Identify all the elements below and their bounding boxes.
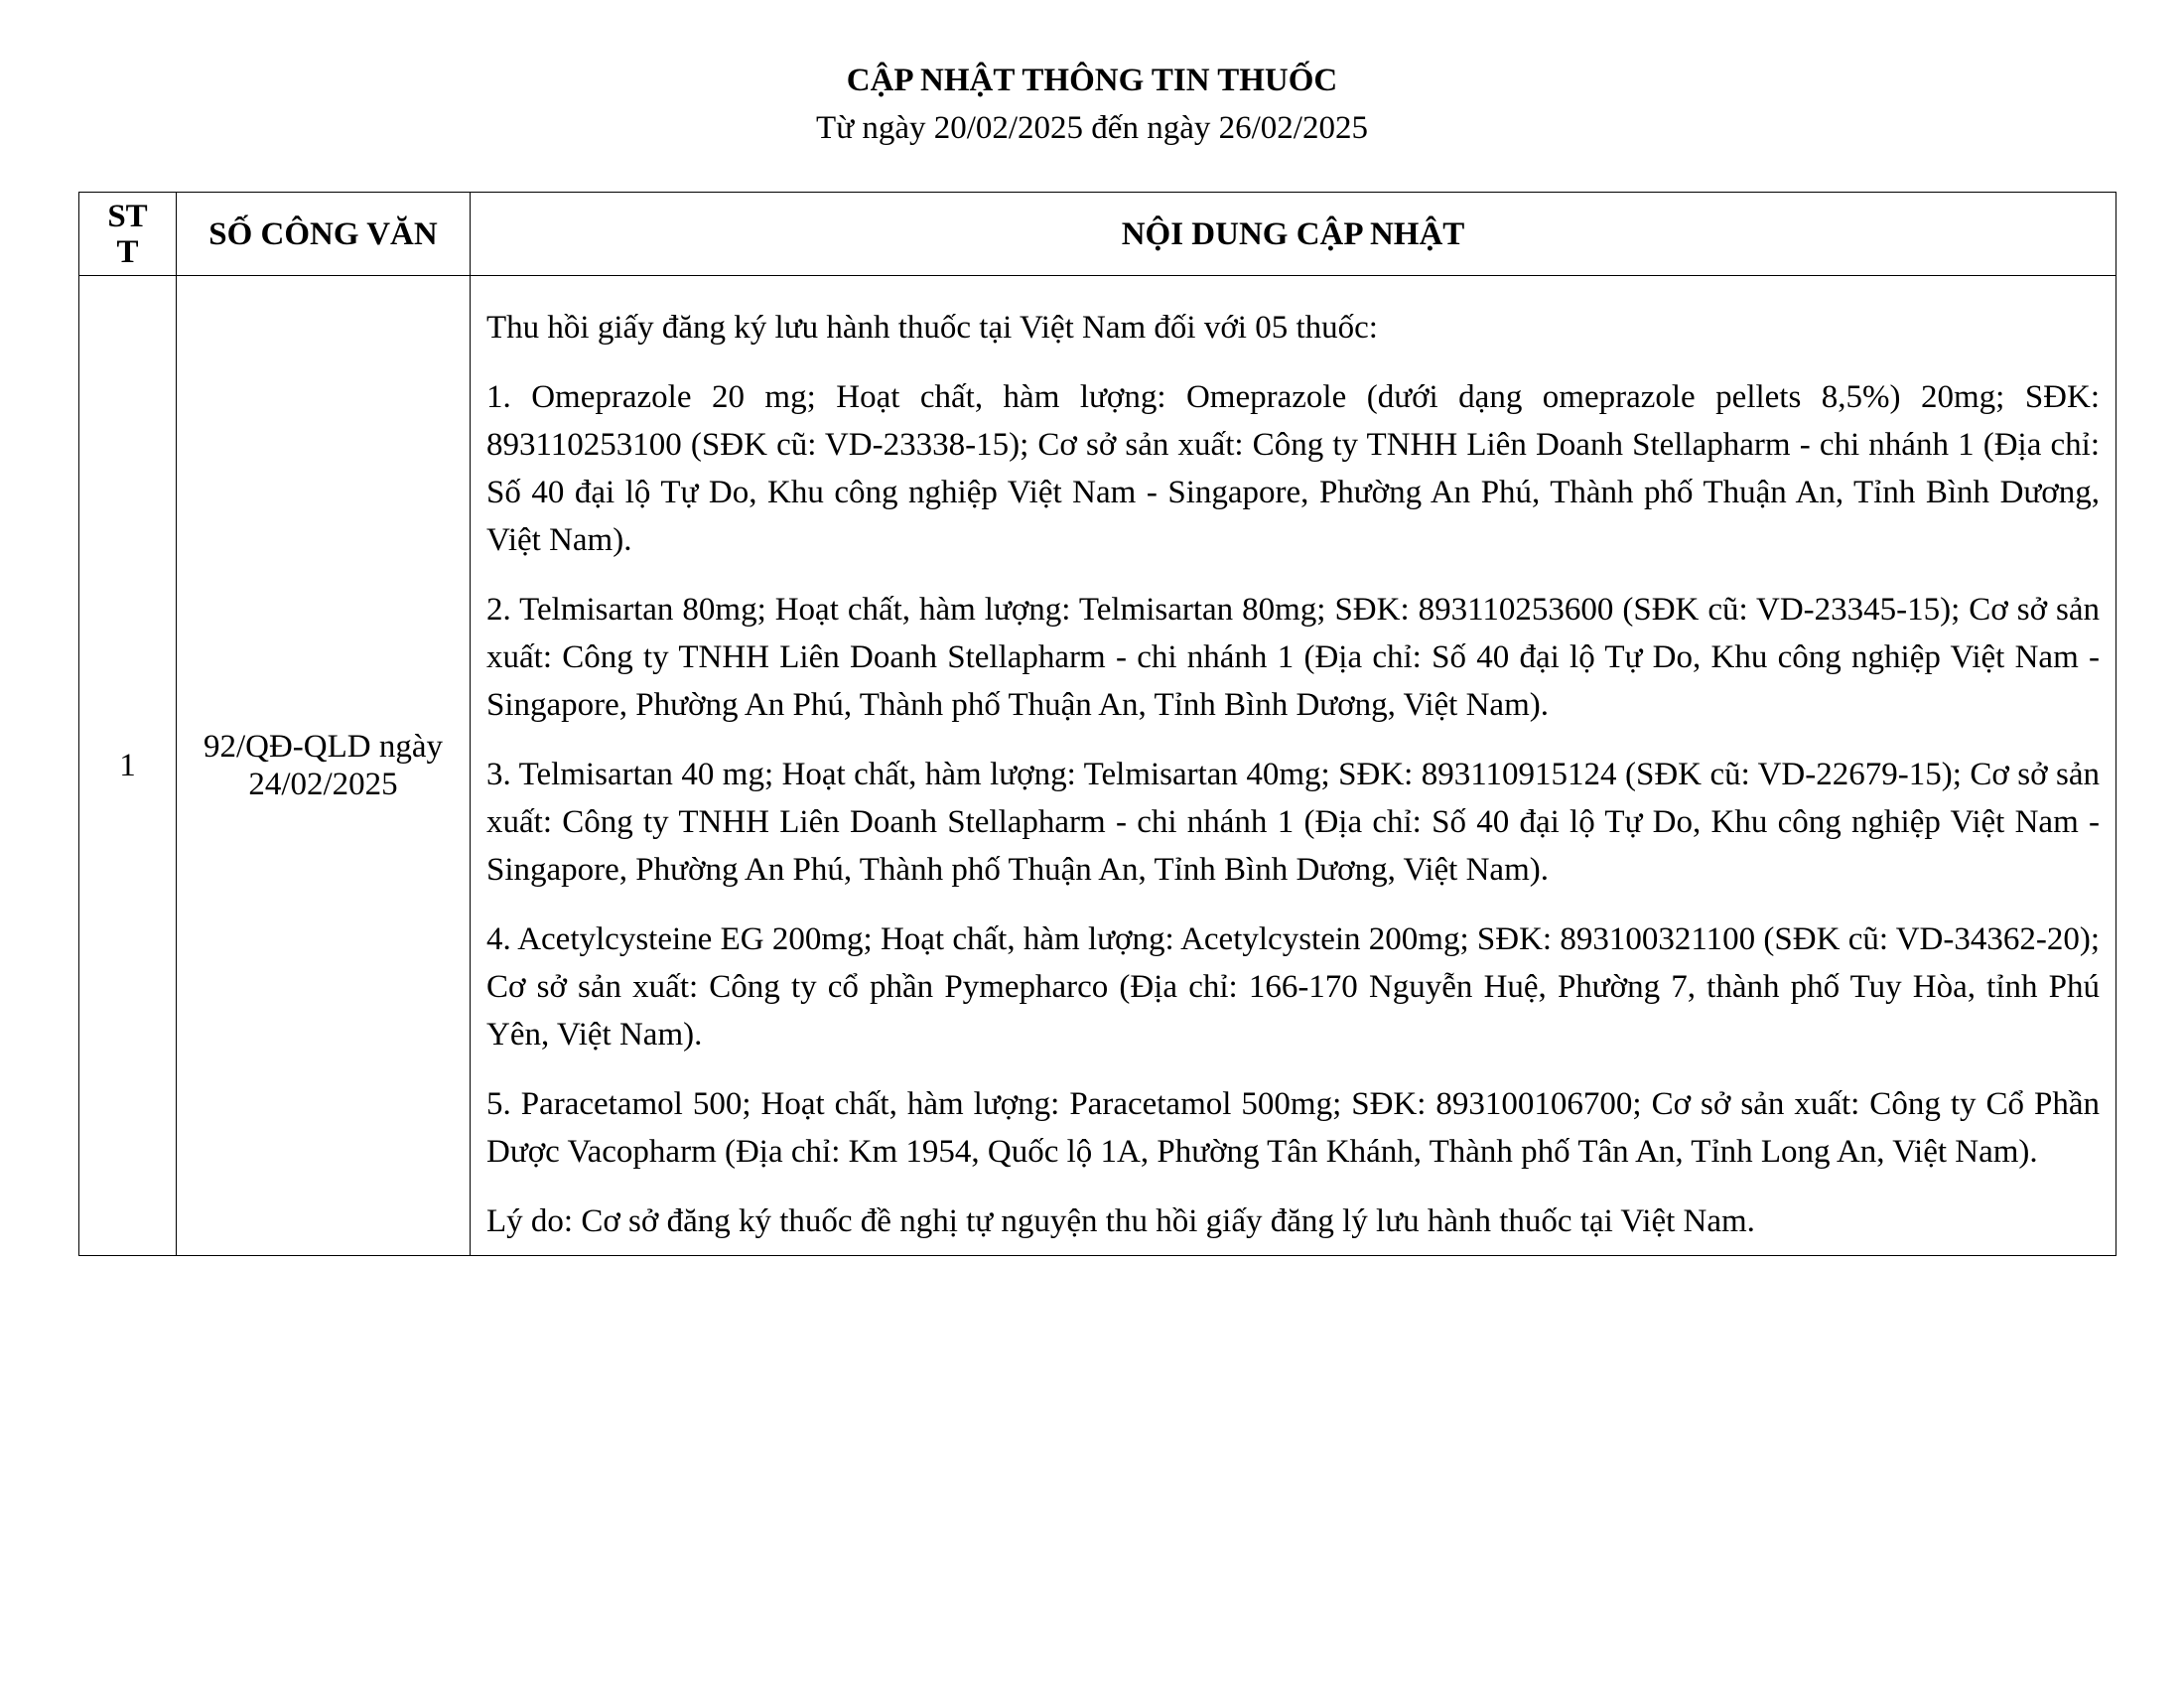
content-intro: Thu hồi giấy đăng ký lưu hành thuốc tại Việt Nam đối với 05 thuốc:	[486, 310, 1378, 346]
document-title: CẬP NHẬT THÔNG TIN THUỐC	[846, 63, 1338, 98]
table-header-row	[79, 193, 2116, 276]
drug-item: 5. Paracetamol 500; Hoạt chất, hàm lượng: Paracetamol 500mg; SĐK: 893100106700; Cơ sở sản xuất: Công ty Cổ Phần Dược Vacopharm (Địa chỉ: Km 1954, Quốc lộ 1A, Phường Tân Khánh, Thành phố Tân An, Tỉnh Long An, Việt Nam).	[486, 1086, 2100, 1170]
table-row	[79, 276, 2116, 1256]
document-number-date: 24/02/2025	[248, 767, 398, 802]
row-document-number	[177, 276, 471, 1256]
row-stt: 1	[79, 276, 177, 1256]
drug-item: 1. Omeprazole 20 mg; Hoạt chất, hàm lượng: Omeprazole (dưới dạng omeprazole pellets 8,5%) 20mg; SĐK: 893110253100 (SĐK cũ: VD-23338-15); Cơ sở sản xuất: Công ty TNHH Liên Doanh Stellapharm - chi nhánh 1 (Địa chỉ: Số 40 đại lộ Tự Do, Khu công nghiệp Việt Nam - Singapore, Phường An Phú, Thành phố Thuận An, Tỉnh Bình Dương, Việt Nam).	[486, 379, 2100, 558]
drug-item: 4. Acetylcysteine EG 200mg; Hoạt chất, hàm lượng: Acetylcystein 200mg; SĐK: 893100321100 (SĐK cũ: VD-34362-20); Cơ sở sản xuất: Công ty cổ phần Pymepharco (Địa chỉ: 166-170 Nguyễn Huệ, Phường 7, thành phố Tuy Hòa, tỉnh Phú Yên, Việt Nam).	[486, 921, 2100, 1053]
header-document-number: SỐ CÔNG VĂN	[177, 193, 471, 276]
document-date-range: Từ ngày 20/02/2025 đến ngày 26/02/2025	[816, 110, 1368, 146]
drug-item: 3. Telmisartan 40 mg; Hoạt chất, hàm lượng: Telmisartan 40mg; SĐK: 893110915124 (SĐK cũ: VD-22679-15); Cơ sở sản xuất: Công ty TNHH Liên Doanh Stellapharm - chi nhánh 1 (Địa chỉ: Số 40 đại lộ Tự Do, Khu công nghiệp Việt Nam - Singapore, Phường An Phú, Thành phố Thuận An, Tỉnh Bình Dương, Việt Nam).	[486, 757, 2100, 888]
header-stt: STT	[79, 193, 177, 276]
document-number-text: 92/QĐ-QLD ngày	[203, 729, 444, 765]
drug-item: 2. Telmisartan 80mg; Hoạt chất, hàm lượng: Telmisartan 80mg; SĐK: 893110253600 (SĐK cũ: VD-23345-15); Cơ sở sản xuất: Công ty TNHH Liên Doanh Stellapharm - chi nhánh 1 (Địa chỉ: Số 40 đại lộ Tự Do, Khu công nghiệp Việt Nam - Singapore, Phường An Phú, Thành phố Thuận An, Tỉnh Bình Dương, Việt Nam).	[486, 592, 2100, 723]
row-update-content	[471, 276, 2116, 1256]
drug-update-table	[78, 192, 2116, 1256]
content-reason: Lý do: Cơ sở đăng ký thuốc đề nghị tự nguyện thu hồi giấy đăng lý lưu hành thuốc tại Việt Nam.	[486, 1203, 1755, 1239]
document-header	[0, 60, 2184, 149]
header-update-content: NỘI DUNG CẬP NHẬT	[471, 193, 2116, 276]
